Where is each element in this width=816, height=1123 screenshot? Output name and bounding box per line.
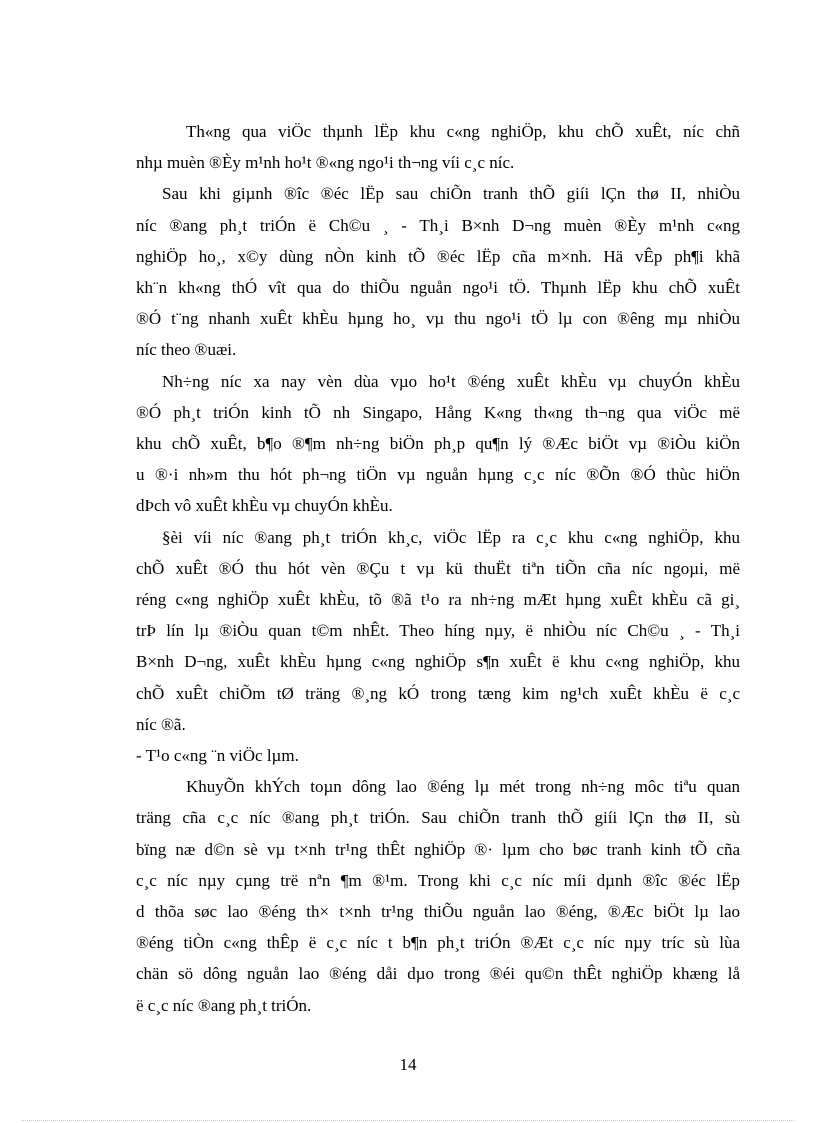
paragraph-line: níc ®ã. bbox=[136, 714, 186, 734]
page-number: 14 bbox=[399, 1055, 417, 1074]
paragraph-line: dÞch vô xuÊt khÈu vµ chuyÓn khÈu. bbox=[136, 496, 393, 516]
paragraph-line: u ®·i nh»m thu hót ph¬ng tiÖn vµ nguån hµng c¸c níc ®Õn ®Ó thùc hiÖn bbox=[136, 465, 740, 485]
paragraph-p1 bbox=[136, 116, 740, 178]
paragraph-line: Th«ng qua viÖc thµnh lËp khu c«ng nghiÖp, khu chÕ xuÊt, níc chñ bbox=[186, 122, 740, 141]
paragraph-line: níc theo ®uæi. bbox=[136, 340, 237, 360]
paragraph-line: nghiÖp ho¸, x©y dùng nÒn kinh tÕ ®éc lËp cña m×nh. Hä vÊp ph¶i khã bbox=[136, 246, 740, 266]
paragraph-p5 bbox=[136, 771, 740, 1021]
paragraph-line: ®Ó t¨ng nhanh xuÊt khÈu hµng ho¸ vµ thu ngo¹i tÖ lµ con ®êng mµ nhiÒu bbox=[136, 309, 740, 329]
paragraph-p3 bbox=[136, 366, 740, 522]
paragraph-p4 bbox=[136, 522, 740, 740]
paragraphs-container bbox=[136, 116, 740, 740]
paragraph-p2 bbox=[136, 178, 740, 365]
paragraph-line: ®éng tiÒn c«ng thÊp ë c¸c níc t b¶n ph¸t triÓn ®Æt c¸c níc nµy tríc sù lùa bbox=[136, 933, 740, 953]
paragraph-line: Nh÷ng níc xa nay vèn dùa vµo ho¹t ®éng xuÊt khÈu vµ chuyÓn khÈu bbox=[162, 371, 740, 391]
paragraph-line: kh¨n kh«ng thÓ vît qua do thiÕu nguån ngo¹i tÖ. Thµnh lËp khu chÕ xuÊt bbox=[136, 278, 740, 298]
paragraph-line: KhuyÕn khÝch toµn dông lao ®éng lµ mét trong nh÷ng môc tiªu quan bbox=[186, 777, 740, 797]
paragraph-line: bïng næ d©n sè vµ t×nh tr¹ng thÊt nghiÖp ®· lµm cho bøc tranh kinh tÕ cña bbox=[136, 839, 740, 859]
dash-list-item: - T¹o c«ng ¨n viÖc lµm. bbox=[136, 746, 299, 766]
paragraph-line: §èi víi níc ®ang ph¸t triÓn kh¸c, viÖc lËp ra c¸c khu c«ng nghiÖp, khu bbox=[162, 527, 740, 547]
paragraph-line: trÞ lín lµ ®iÒu quan t©m nhÊt. Theo híng nµy, ë nhiÒu níc Ch©u ¸ - Th¸i bbox=[136, 621, 740, 641]
footer-divider bbox=[22, 1120, 794, 1121]
paragraph-line: ë c¸c níc ®ang ph¸t triÓn. bbox=[136, 995, 312, 1015]
final-paragraph-container bbox=[136, 771, 740, 1021]
body-text bbox=[136, 116, 740, 1021]
paragraph-line: ®Ó ph¸t triÓn kinh tÕ nh Singapo, Hång K«ng th«ng th¬ng qua viÖc më bbox=[136, 402, 740, 422]
paragraph-line: B×nh D¬ng, xuÊt khÈu hµng c«ng nghiÖp s¶n xuÊt ë khu c«ng nghiÖp, khu bbox=[136, 652, 740, 672]
paragraph-line: nhµ muèn ®Èy m¹nh ho¹t ®«ng ngo¹i th¬ng víi c¸c níc. bbox=[136, 153, 515, 173]
paragraph-line: réng c«ng nghiÖp xuÊt khÈu, tõ ®ã t¹o ra nh÷ng mÆt hµng xuÊt khÈu cã gi¸ bbox=[136, 590, 740, 610]
paragraph-line: chÕ xuÊt ®Ó thu hót vèn ®Çu t vµ kü thuËt tiªn tiÕn cña níc ngoµi, më bbox=[136, 558, 740, 578]
paragraph-line: chÕ xuÊt chiÕm tØ träng ®¸ng kÓ trong tæng kim ng¹ch xuÊt khÈu ë c¸c bbox=[136, 683, 740, 703]
paragraph-line: d thõa søc lao ®éng th× t×nh tr¹ng thiÕu nguån lao ®éng, ®Æc biÖt lµ lao bbox=[136, 902, 740, 922]
paragraph-line: khu chÕ xuÊt, b¶o ®¶m nh÷ng biÖn ph¸p qu¶n lý ®Æc biÖt vµ ®iÒu kiÖn bbox=[136, 434, 740, 454]
paragraph-line: träng cña c¸c níc ®ang ph¸t triÓn. Sau chiÕn tranh thÕ giíi lÇn thø II, sù bbox=[136, 808, 740, 828]
paragraph-line: Sau khi giµnh ®îc ®éc lËp sau chiÕn tranh thÕ giíi lÇn thø II, nhiÒu bbox=[162, 184, 740, 204]
paragraph-line: c¸c níc nµy cµng trë nªn ¶m ®¹m. Trong khi c¸c níc míi dµnh ®îc ®éc lËp bbox=[136, 870, 740, 890]
paragraph-line: níc ®ang ph¸t triÓn ë Ch©u ¸ - Th¸i B×nh D¬ng muèn ®Èy m¹nh c«ng bbox=[136, 215, 740, 235]
paragraph-line: chän sö dông nguån lao ®éng dåi dµo trong ®éi qu©n thÊt nghiÖp khæng lå bbox=[136, 964, 740, 984]
